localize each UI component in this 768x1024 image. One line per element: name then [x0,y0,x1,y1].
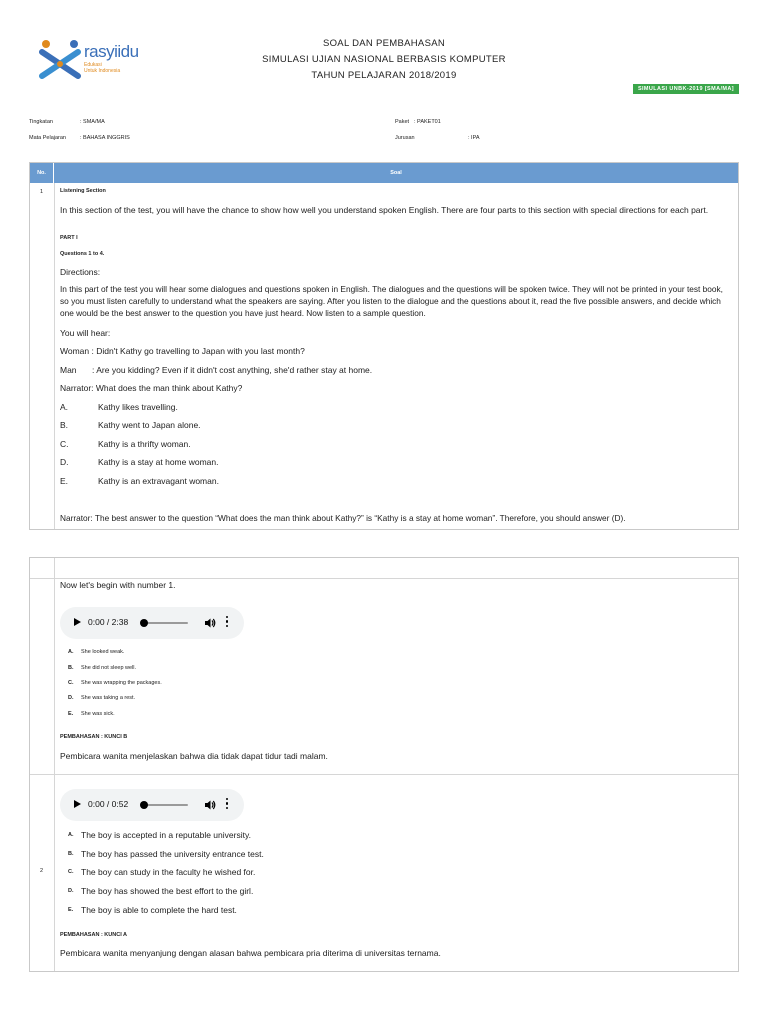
narrator-question: Narrator: What does the man think about Kathy? [60,383,243,393]
directions-title: Directions: [60,267,101,277]
seek-thumb[interactable] [140,801,148,809]
seek-track[interactable] [142,804,188,806]
explanation-2: Pembicara wanita menyanjung dengan alasan bahwa pembicara pria diterima di universitas ternama. [60,948,441,958]
explanation-1: Pembicara wanita menjelaskan bahwa dia tidak dapat tidur tadi malam. [60,751,328,761]
option-e[interactable]: E. The boy is able to complete the hard test. [68,905,237,915]
question-table [29,557,739,972]
option-e[interactable]: E. She was sick. [68,711,115,717]
option-b[interactable]: B. The boy has passed the university entrance test. [68,849,264,859]
more-options-icon[interactable] [225,616,229,630]
part-title: PART I [60,235,78,241]
logo-tagline-2: Untuk Indonesia [84,68,121,74]
man-label: Man [60,365,77,375]
row-number-2: 2 [40,868,44,874]
play-icon[interactable] [74,800,81,808]
sample-options: A. Kathy likes travelling. B. Kathy went to Japan alone. C. Kathy is a thrifty woman. D. Kathy is a stay at home woman. E. Kathy is an extravagant woman. [60,402,219,486]
simulation-badge: SIMULASI UNBK-2019 [SMA/MA] [633,84,739,94]
option-c[interactable]: C. The boy can study in the faculty he wished for. [68,867,256,877]
logo-tagline-1: Edukasi [84,62,102,68]
option-a[interactable]: A. She looked weak. [68,649,125,655]
section-intro: In this section of the test, you will have the chance to show how well you understand spoken English. There are four parts to this section with special directions for each part. [60,205,709,215]
seek-track[interactable] [142,622,188,624]
narrator-answer: Narrator: The best answer to the question “What does the man think about Kathy?” is “Kathy is a stay at home woman”. Therefore, you should answer (D). [60,513,626,523]
title-line-3: TAHUN PELAJARAN 2018/2019 [311,70,457,81]
logo-name: rasyiidu [84,42,139,61]
man-line: : Are you kidding? Even if it didn't cost anything, she'd rather stay at home. [92,365,373,375]
jurusan-label: Jurusan [395,135,415,141]
option-d[interactable]: D. The boy has showed the best effort to the girl. [68,886,254,896]
seek-thumb[interactable] [140,619,148,627]
document-title [0,36,768,84]
questions-range: Questions 1 to 4. [60,251,105,257]
paket-label: Paket [395,119,410,125]
pembahasan-2: PEMBAHASAN : KUNCI A [60,932,128,938]
mapel-label: Mata Pelajaran [29,135,66,141]
option-c[interactable]: C. She was wrapping the packages. [68,680,162,686]
you-will-hear: You will hear: [60,328,111,338]
option-d[interactable]: D. She was taking a rest. [68,695,136,701]
jurusan-value: : IPA [468,135,480,141]
volume-icon[interactable] [204,799,216,811]
header-soal: Soal [390,170,402,176]
instruction-table [29,162,739,530]
more-options-icon[interactable] [225,798,229,812]
pembahasan-1: PEMBAHASAN : KUNCI B [60,734,128,740]
begin-text: Now let's begin with number 1. [60,580,176,590]
woman-line: Woman : Didn't Kathy go travelling to Japan with you last month? [60,346,305,356]
audio-time: 0:00 / 2:38 [88,617,129,627]
tingkatan-label: Tingkatan [29,119,53,125]
title-line-2: SIMULASI UJIAN NASIONAL BERBASIS KOMPUTER [262,54,506,65]
directions-text: In this part of the test you will hear some dialogues and questions spoken in English. The dialogues and the questions will be spoken twice. They will not be printed in your test book, so you must listen carefully to understand what the speakers are saying. After you listen to the dialogue and the questions about it, read the five possible answers, and decide which one would be the best answer to the question you have just heard. Now listen to a sample question. [60,284,723,318]
option-b[interactable]: B. She did not sleep well. [68,665,137,671]
mapel-value: : BAHASA INGGRIS [80,135,130,141]
play-icon[interactable] [74,618,81,626]
table-header [30,163,738,183]
audio-time: 0:00 / 0:52 [88,799,129,809]
row-number: 1 [40,189,44,195]
audio-player-1[interactable] [60,607,244,639]
header-no: No. [30,163,54,183]
audio-player-2[interactable] [60,789,244,821]
paket-value: : PAKET01 [414,119,441,125]
tingkatan-value: : SMA/MA [80,119,105,125]
volume-icon[interactable] [204,617,216,629]
option-a[interactable]: A. The boy is accepted in a reputable university. [68,830,251,840]
section-title: Listening Section [60,188,106,194]
title-line-1: SOAL DAN PEMBAHASAN [322,38,446,49]
